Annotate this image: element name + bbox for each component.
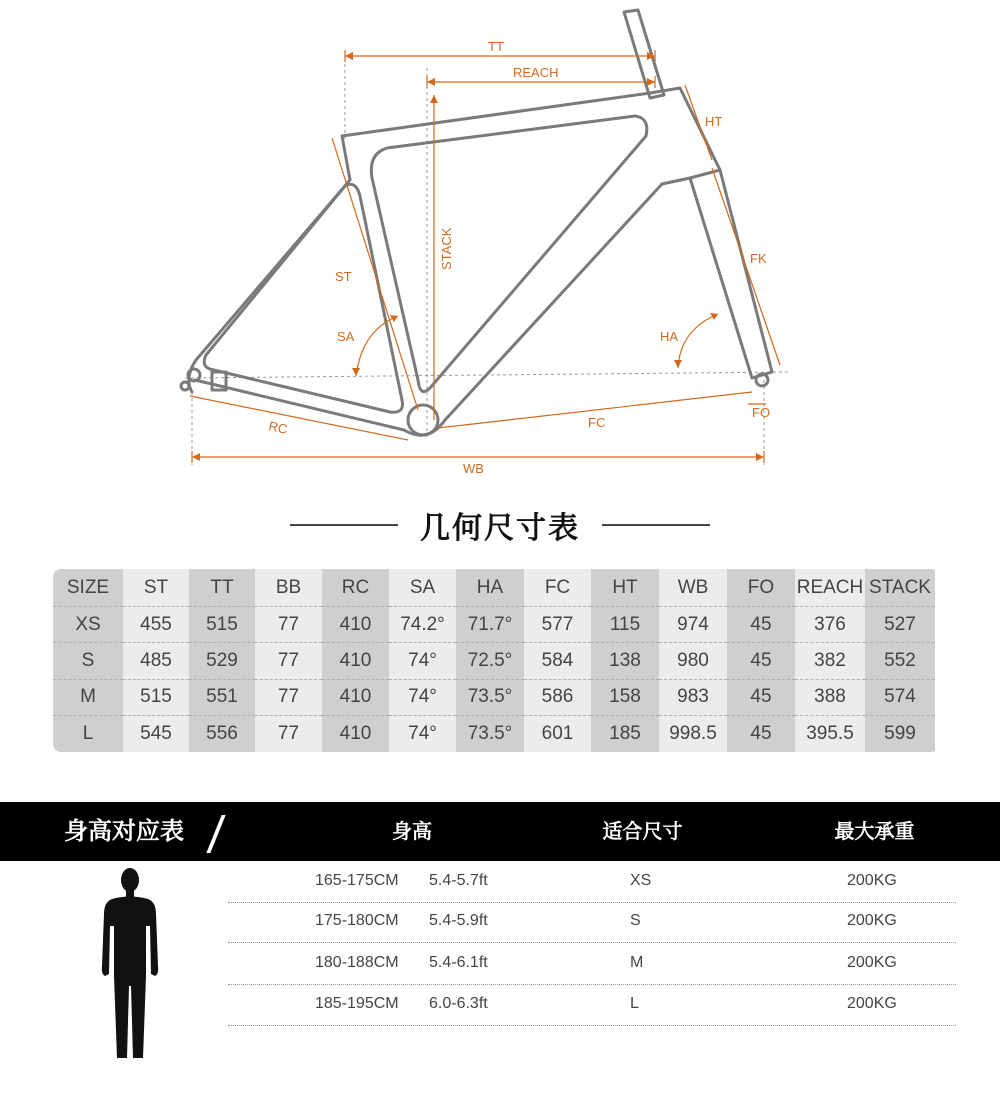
geo-column-ht [591, 569, 659, 752]
height-row [228, 985, 956, 1026]
height-cm: 185-195CM [315, 995, 399, 1012]
geo-header-cell: REACH [795, 569, 865, 607]
geo-cell: 515 [123, 680, 189, 716]
height-row [228, 944, 956, 985]
geo-cell: 410 [322, 643, 389, 679]
geo-cell: 529 [189, 643, 255, 679]
geo-header-cell: SIZE [53, 569, 123, 607]
geo-header-cell: HT [591, 569, 659, 607]
geo-cell: 74° [389, 643, 456, 679]
header-size: 适合尺寸 [602, 819, 683, 843]
geo-cell: 586 [524, 680, 591, 716]
geo-header-cell: HA [456, 569, 524, 607]
label-tt: TT [488, 39, 504, 54]
geo-cell: 77 [277, 722, 300, 744]
geo-cell: S [53, 643, 123, 679]
suggested-size: S [630, 912, 641, 929]
geo-cell: 556 [206, 722, 238, 744]
label-rc: RC [267, 418, 289, 437]
geo-cell: 138 [591, 643, 659, 679]
geo-header-cell: WB [659, 569, 727, 607]
person-silhouette-icon [98, 866, 162, 1061]
geo-column-tt [189, 569, 255, 752]
geo-cell: 983 [659, 680, 727, 716]
geo-cell: 158 [591, 680, 659, 716]
header-height: 身高 [392, 819, 432, 843]
geo-column-fo [727, 569, 795, 752]
geo-cell: 515 [189, 607, 255, 643]
geo-cell: 115 [591, 607, 659, 643]
height-chart-header [0, 802, 1000, 861]
geo-column-sa [389, 569, 456, 752]
geo-header-cell: FC [524, 569, 591, 607]
max-load: 200KG [847, 954, 897, 971]
suggested-size: XS [630, 872, 652, 889]
label-fo: FO [752, 405, 771, 420]
geo-cell: 455 [123, 607, 189, 643]
geo-cell: 410 [322, 607, 389, 643]
geo-header-cell: BB [255, 569, 322, 607]
geo-cell: 552 [865, 643, 935, 679]
height-row [228, 862, 956, 903]
geo-cell: 77 [255, 607, 322, 643]
geo-cell: 77 [255, 643, 322, 679]
geo-header-cell: RC [322, 569, 389, 607]
geo-cell: 980 [659, 643, 727, 679]
geo-cell: 410 [339, 722, 372, 744]
geo-cell: L [82, 722, 94, 744]
height-ft: 6.0-6.3ft [429, 995, 488, 1012]
max-load: 200KG [847, 995, 897, 1012]
suggested-size: M [630, 954, 644, 971]
geo-cell: 577 [524, 607, 591, 643]
geometry-table [53, 569, 939, 752]
height-cm: 180-188CM [315, 954, 399, 971]
geo-cell: 45 [727, 680, 795, 716]
geo-cell: M [53, 680, 123, 716]
title-rule-right [602, 524, 710, 526]
max-load: 200KG [847, 912, 897, 929]
geo-cell: 601 [541, 722, 574, 744]
geo-column-fc [524, 569, 591, 752]
geometry-title-bar [0, 500, 1000, 550]
geo-cell: 376 [795, 607, 865, 643]
geo-column-size [53, 569, 123, 752]
geo-cell: 974 [659, 607, 727, 643]
geo-cell: 45 [750, 722, 772, 744]
geo-cell: 74.2° [389, 607, 456, 643]
geo-column-stack [865, 569, 935, 752]
label-stack: STACK [439, 227, 454, 270]
label-ha: HA [660, 329, 679, 344]
suggested-size: L [630, 995, 639, 1012]
geo-cell: 551 [189, 680, 255, 716]
geo-cell: 74° [408, 722, 437, 744]
geo-cell: 584 [524, 643, 591, 679]
geo-cell: 599 [884, 722, 916, 744]
geo-header-cell: FO [727, 569, 795, 607]
height-cm: 165-175CM [315, 872, 399, 889]
label-wb: WB [463, 461, 484, 476]
geo-cell: 545 [140, 722, 172, 744]
geo-cell: 45 [727, 607, 795, 643]
geo-cell: 527 [865, 607, 935, 643]
height-ft: 5.4-6.1ft [429, 954, 488, 971]
label-fk: FK [750, 251, 767, 266]
geo-cell: 410 [322, 680, 389, 716]
geo-cell: 73.5° [456, 680, 524, 716]
max-load: 200KG [847, 872, 897, 889]
geo-cell: 77 [255, 680, 322, 716]
geo-cell: 998.5 [669, 722, 717, 744]
geo-cell: XS [53, 607, 123, 643]
label-st: ST [335, 269, 352, 284]
geo-column-bb [255, 569, 322, 752]
geo-column-rc [322, 569, 389, 752]
label-sa: SA [337, 329, 355, 344]
geo-header-cell: ST [123, 569, 189, 607]
height-ft: 5.4-5.9ft [429, 912, 488, 929]
bike-frame [181, 10, 772, 435]
height-chart-title: 身高对应表 [64, 817, 184, 845]
geo-cell: 72.5° [456, 643, 524, 679]
geo-column-wb [659, 569, 727, 752]
height-row [228, 902, 956, 943]
geo-column-reach [795, 569, 865, 752]
geo-cell: 74° [389, 680, 456, 716]
geo-header-cell: STACK [865, 569, 935, 607]
title-slash [206, 815, 225, 853]
label-fc: FC [588, 415, 606, 430]
height-ft: 5.4-5.7ft [429, 872, 488, 889]
geo-cell: 382 [795, 643, 865, 679]
geometry-title: 几何尺寸表 [420, 511, 580, 546]
label-ht: HT [705, 114, 723, 129]
geo-cell: 45 [727, 643, 795, 679]
frame-geometry-diagram [0, 0, 1000, 490]
header-max-load: 最大承重 [834, 819, 915, 843]
geo-header-cell: TT [189, 569, 255, 607]
height-cm: 175-180CM [315, 912, 399, 929]
geo-cell: 485 [123, 643, 189, 679]
geo-column-ha [456, 569, 524, 752]
geo-cell: 185 [609, 722, 641, 744]
geo-cell: 574 [865, 680, 935, 716]
geo-cell: 395.5 [806, 722, 854, 744]
geo-cell: 388 [795, 680, 865, 716]
label-reach: REACH [513, 65, 559, 80]
geo-column-st [123, 569, 189, 752]
title-rule-left [290, 524, 398, 526]
geo-cell: 71.7° [456, 607, 524, 643]
geo-cell: 73.5° [467, 722, 513, 744]
geo-header-cell: SA [389, 569, 456, 607]
